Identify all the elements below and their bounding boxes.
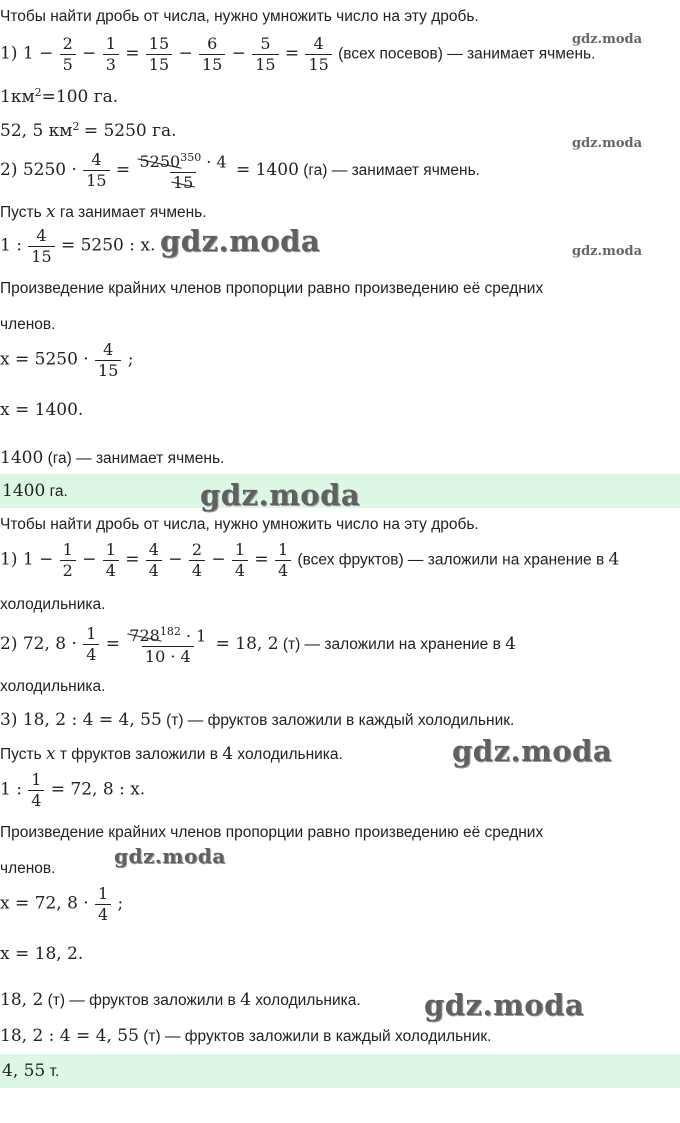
task1-step1: 1) 1 − $\frac{2}{5}$ − $\frac{1}{3}$ = $\frac{15}{15}$ − $\frac{6}{15}$ − $\frac{5}{15}$ = $\frac{4}{15}$ (всех посевов) — занимает ячмень. xyxy=(0,34,596,74)
task1-rule: Чтобы найти дробь от числа, нужно умножить число на эту дробь. xyxy=(0,8,479,25)
task2-proportion: 1 : $\frac{1}{4}$ = 72, 8 : x. xyxy=(0,770,146,810)
task2-proportion-rule-2: членов. xyxy=(0,860,56,877)
task2-step1-wrap: холодильника. xyxy=(0,596,106,613)
task1-equation-1: x = 5250 · $\frac{4}{15}$ ; xyxy=(0,340,134,380)
watermark-logo: gdz.moda xyxy=(114,844,226,868)
task1-answer: 1400 га. xyxy=(0,474,680,508)
task2-step2-wrap: холодильника. xyxy=(0,678,106,695)
watermark-logo: gdz.moda xyxy=(452,734,613,768)
task2-let: Пусть x т фруктов заложили в 4 холодильника. xyxy=(0,744,343,764)
task1-conversion-2: 52, 5 $км^2 = 5250$ га. xyxy=(0,120,177,142)
watermark-logo: gdz.moda xyxy=(572,244,643,259)
watermark-logo: gdz.moda xyxy=(572,136,643,151)
task1-conversion-1: $1км^2=100$ га. xyxy=(0,86,119,108)
watermark-logo: gdz.moda xyxy=(424,988,585,1022)
watermark-logo: gdz.moda xyxy=(572,32,643,47)
task2-final-1: 18, 2 (т) — фруктов заложили в 4 холодильника. xyxy=(0,990,361,1010)
task1-proportion-rule-1: Произведение крайних членов пропорции равно произведению её средних xyxy=(0,280,544,297)
task2-step1: 1) 1 − $\frac{1}{2}$ − $\frac{1}{4}$ = $\frac{4}{4}$ − $\frac{2}{4}$ − $\frac{1}{4}$ = $\frac{1}{4}$ (всех фруктов) — заложили на хранение в 4 xyxy=(0,540,620,580)
task1-proportion: 1 : $\frac{4}{15}$ = 5250 : x. xyxy=(0,226,156,266)
task2-step3: 3) 18, 2 : 4 = 4, 55 (т) — фруктов заложили в каждый холодильник. xyxy=(0,710,515,730)
task1-let: Пусть x га занимает ячмень. xyxy=(0,202,207,222)
task1-step2: 2) 5250 · $\frac{4}{15}$ = $\frac{5250^{350} \cdot 4}{15}$ = 1400 (га) — занимает ячмень. xyxy=(0,150,480,193)
watermark-logo: gdz.moda xyxy=(160,224,321,258)
task2-step2: 2) 72, 8 · $\frac{1}{4}$ = $\frac{728^{182} \cdot 1}{10 \cdot 4}$ = 18, 2 (т) — заложили на хранение в 4 xyxy=(0,624,516,667)
task2-rule: Чтобы найти дробь от числа, нужно умножить число на эту дробь. xyxy=(0,516,479,533)
task1-equation-2: x = 1400. xyxy=(0,400,84,420)
task2-equation-2: x = 18, 2. xyxy=(0,944,84,964)
task2-equation-1: x = 72, 8 · $\frac{1}{4}$ ; xyxy=(0,884,124,924)
task1-final: 1400 (га) — занимает ячмень. xyxy=(0,448,225,468)
task2-final-2: 18, 2 : 4 = 4, 55 (т) — фруктов заложили в каждый холодильник. xyxy=(0,1026,492,1046)
task2-answer: 4, 55 т. xyxy=(0,1054,680,1088)
task1-proportion-rule-2: членов. xyxy=(0,316,56,333)
watermark-logo: gdz.moda xyxy=(200,478,361,512)
task2-proportion-rule-1: Произведение крайних членов пропорции равно произведению её средних xyxy=(0,824,544,841)
